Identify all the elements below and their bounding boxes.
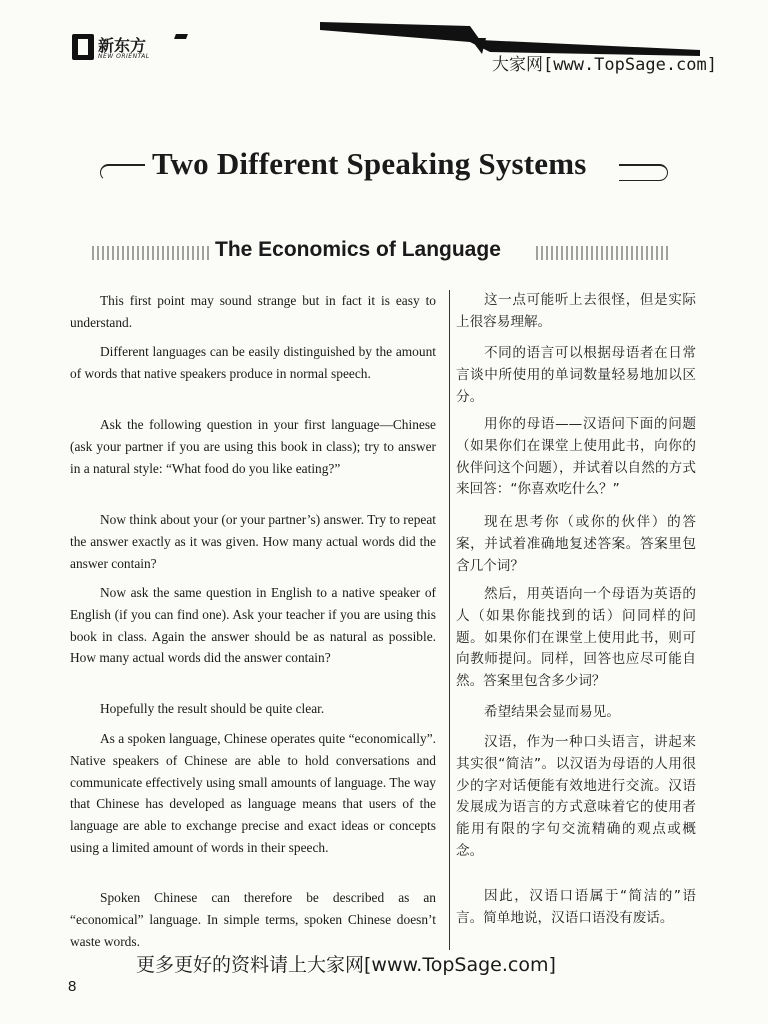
english-paragraph-3: Ask the following question in your first language—Chinese (ask your partner if you are using this book in class); try to answer in a natural style: “What food do you like eating?” [70, 417, 436, 476]
logo-chinese-text: 新东方 [98, 36, 147, 55]
chinese-paragraph-5: 然后，用英语向一个母语为英语的人（如果你能找到的话）问同样的问题。如果你们在课堂上使用此书，则可向教师提问。同样，回答也应尽可能自然。答案里包含多少词？ [456, 586, 696, 690]
chinese-paragraph-1: 这一点可能听上去很怪，但是实际上很容易理解。 [456, 292, 696, 330]
english-paragraph-2: Different languages can be easily distinguished by the amount of words that native speakers produce in normal speech. [70, 344, 436, 381]
english-paragraph-8: Spoken Chinese can therefore be described as an “economical” language. In simple terms, spoken Chinese doesn’t waste words. [70, 890, 436, 949]
chinese-paragraph-7: 汉语，作为一种口头语言，讲起来其实很“简洁”。以汉语为母语的人用很少的字对话便能有效地进行交流。汉语发展成为语言的方式意味着它的使用者能用有限的字句交流精确的观点或概念。 [456, 734, 696, 859]
english-paragraph-7: As a spoken language, Chinese operates quite “economically”. Native speakers of Chinese are able to hold conversations and communicate effectively using small amounts of language. The way that Chinese has developed as language means that users of the language are able to exchange precise and exact ideas or concepts using a limited amount of words in their speech. [70, 731, 436, 855]
publisher-logo [72, 30, 150, 60]
english-paragraph-1: This first point may sound strange but in fact it is easy to understand. [70, 293, 436, 330]
chapter-title-banner [100, 146, 668, 188]
logo-icon [72, 34, 94, 60]
header-dash-mark [174, 34, 188, 39]
chinese-paragraph-2: 不同的语言可以根据母语者在日常言谈中所使用的单词数量轻易地加以区分。 [456, 345, 696, 405]
chinese-paragraph-6: 希望结果会显而易见。 [484, 704, 620, 720]
subtitle-noise-right [536, 246, 670, 260]
logo-english-text: NEW ORIENTAL [98, 53, 150, 60]
chapter-title: Two Different Speaking Systems [152, 146, 587, 181]
chinese-paragraph-4: 现在思考你（或你的伙伴）的答案，并试着准确地复述答案。答案里包含几个词？ [456, 514, 696, 574]
title-bracket-right [619, 164, 668, 181]
chinese-paragraph-8: 因此，汉语口语属于“简洁的”语言。简单地说，汉语口语没有废话。 [456, 888, 696, 926]
footer-watermark-text: 更多更好的资料请上大家网[www.TopSage.com] [136, 954, 556, 976]
title-bracket-left [100, 164, 145, 181]
subtitle-noise-left [92, 246, 210, 260]
english-paragraph-5: Now ask the same question in English to a native speaker of English (if you can find one). Ask your teacher if you are using this book in class. Again the answer should be as natural as possible. How many actual words did the answer contain? [70, 585, 436, 666]
column-divider [449, 290, 450, 950]
english-paragraph-6: Hopefully the result should be quite clear. [100, 701, 325, 716]
header-watermark-url: 大家网[www.TopSage.com] [492, 55, 717, 75]
section-subtitle: The Economics of Language [215, 238, 501, 261]
chinese-paragraph-3: 用你的母语——汉语问下面的问题（如果你们在课堂上使用此书，向你的伙伴问这个问题），并试着以自然的方式来回答：“你喜欢吃什么？” [456, 416, 696, 498]
english-paragraph-4: Now think about your (or your partner’s) answer. Try to repeat the answer exactly as it was given. How many actual words did the answer contain? [70, 512, 436, 571]
page-number: 8 [68, 978, 77, 995]
